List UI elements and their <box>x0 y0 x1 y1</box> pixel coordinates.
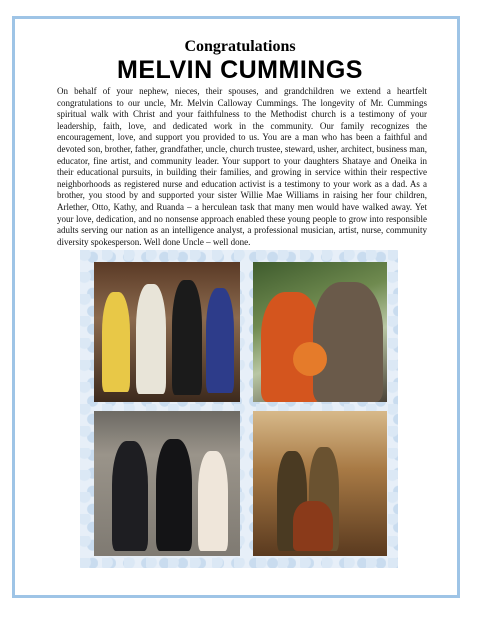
page-heading: Congratulations <box>184 38 296 55</box>
photo-graduation-group <box>94 262 240 402</box>
tribute-paragraph: On behalf of your nephew, nieces, their spouses, and grandchildren we extend a heartfelt congratulations to our uncle, Mr. Melvin Calloway Cummings. The longevity of Mr. Cummings spiritual walk with Christ and your faithfulness to the Methodist church is a testimony of your leadership, faith, love, and dedicated work in the community. Our family recognizes the encouragement, love, and support you provided to us. You are a man who has been a faithful and devoted son, brother, father, grandfather, uncle, church trustee, steward, usher, architect, business man, educator, fine artist, and community leader. Your support to your daughters Shataye and Oneika in their educational pursuits, in building their families, and growing in service within their respective neighborhoods as registered nurse and education activist is a testimony to your work as a dad. As a brother, you stood by and supported your sister Willie Mae Williams in raising her four children, Arlether, Otto, Kathy, and Ruanda – a herculean task that many men would have walked away. Yet your love, dedication, and no nonsense approach enabled these young people to grow into responsible adults serving our nation as an intelligence analyst, a professional musician, artist, nurse, community diversity spokesperson. Well done Uncle – well done. <box>57 86 427 247</box>
photo-street-group <box>94 411 240 556</box>
photo-collage <box>80 250 398 568</box>
photo-indoor-group <box>253 411 387 556</box>
photo-couple-flowers <box>253 262 387 402</box>
honoree-name: MELVIN CUMMINGS <box>117 56 363 84</box>
